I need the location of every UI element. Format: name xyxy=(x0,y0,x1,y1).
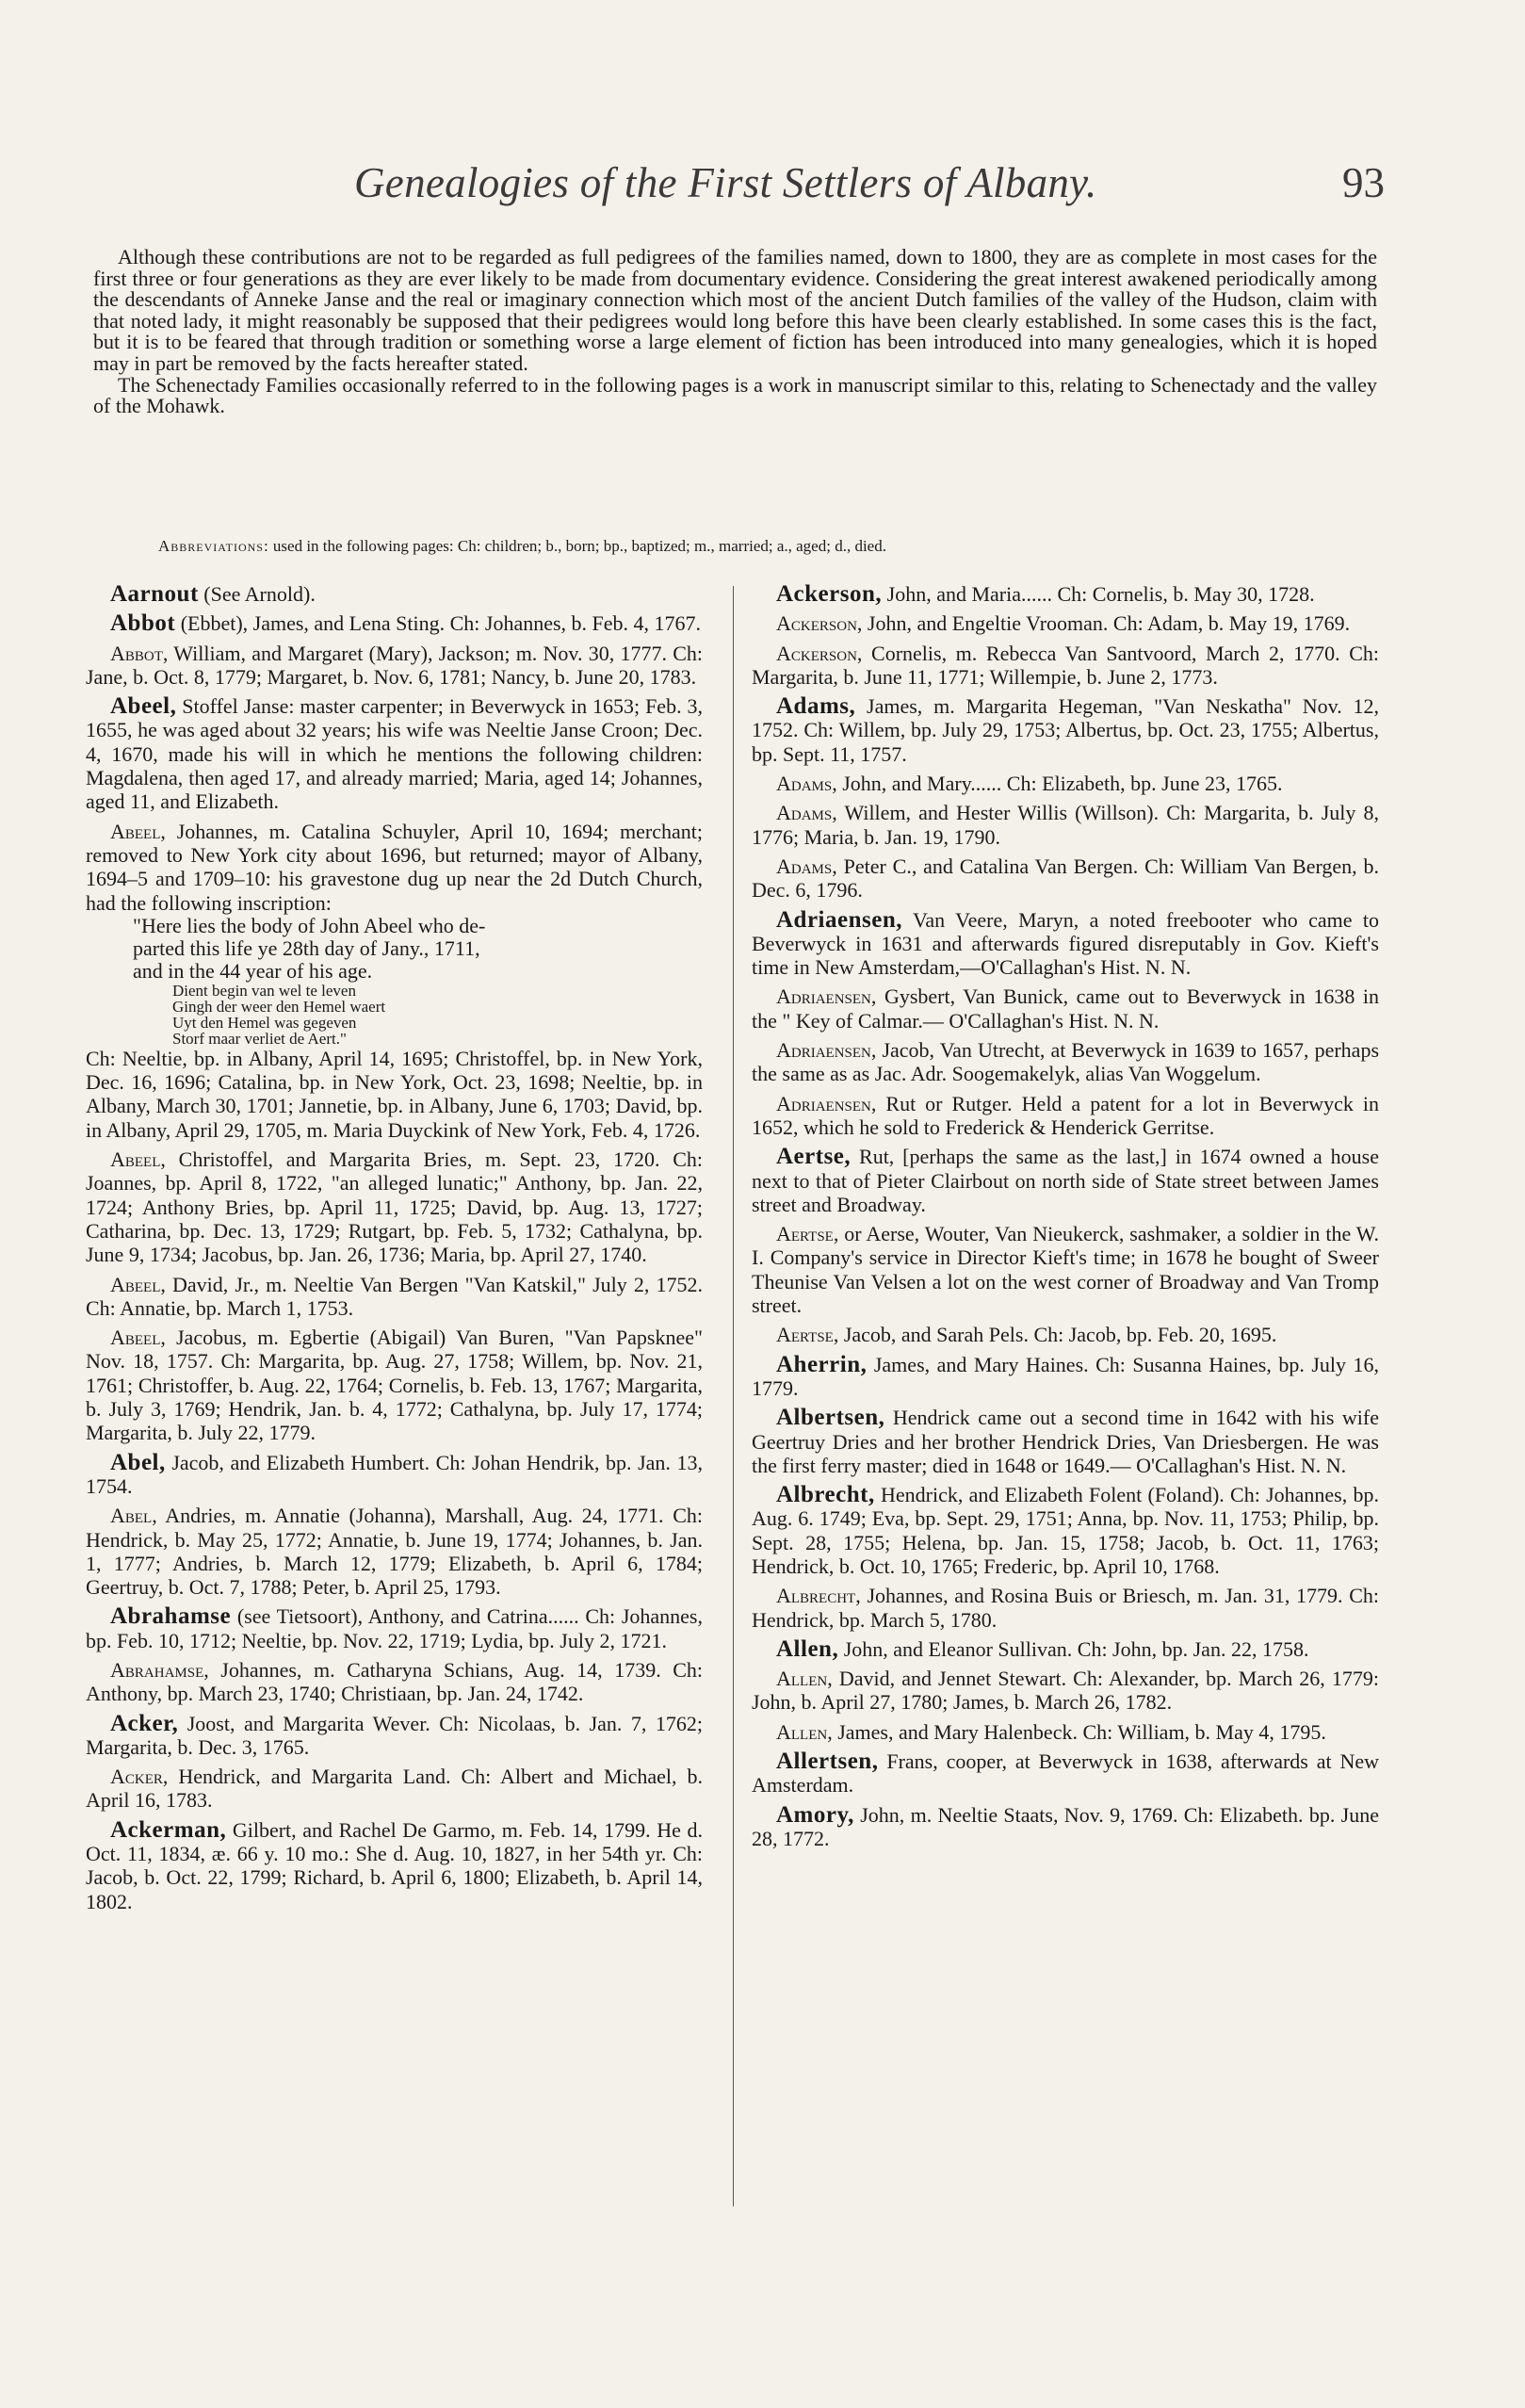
entry-head: Ackerson, xyxy=(776,641,863,665)
entry xyxy=(752,908,1379,980)
entry-text: Jacob, Van Utrecht, at Beverwyck in 1639 to 1657, perhaps the same as as Jac. Adr. Soogemakelyk, alias Van Woggelum. xyxy=(752,1038,1380,1086)
entry-head: Abeel, xyxy=(110,1272,166,1296)
entry-head: Adams, xyxy=(776,854,837,878)
entry-text: Hendrick came out a second time in 1642 with his wife Geertruy Dries and her brother Hendrick Dries, Van Driesbergen. He was the first ferry master; died in 1648 or 1649.— O'Callaghan's Hist. N. N. xyxy=(752,1406,1379,1477)
entry-text: Hendrick, and Elizabeth Folent (Foland). Ch: Johannes, bp. Aug. 6. 1749; Eva, bp. Sept. 29, 1751; Anna, bp. Nov. 11, 1753; Philip, bp. Sept. 28, 1755; Helena, bp. Jan. 15, 1758; Jacob, b. Oct. 11, 1763; Hendrick, b. Oct. 10, 1765; Frederic, bp. April 10, 1768. xyxy=(752,1483,1380,1578)
entry-text: Rut or Rutger. Held a patent for a lot in Beverwyck in 1652, which he sold to Frederick & Henderick Gerritse. xyxy=(752,1091,1379,1139)
entry-text: Jacob, and Sarah Pels. Ch: Jacob, bp. Feb. 20, 1695. xyxy=(843,1323,1277,1347)
entry xyxy=(86,1712,703,1760)
entry-head: Abbot, xyxy=(110,641,169,665)
entry-text: Frans, cooper, at Beverwyck in 1638, afterwards at New Amsterdam. xyxy=(752,1749,1380,1798)
entry-text: Johannes, and Rosina Buis or Briesch, m. Jan. 31, 1779. Ch: Hendrick, bp. March 5, 1780. xyxy=(752,1584,1380,1632)
intro-text xyxy=(93,247,1377,417)
entry-text: Willem, and Hester Willis (Willson). Ch: Margarita, b. July 8, 1776; Maria, b. Jan. 19, 1790. xyxy=(752,801,1379,849)
entry-text: James, and Mary Haines. Ch: Susanna Haines, bp. July 16, 1779. xyxy=(752,1352,1379,1400)
entry-head: Aarnout xyxy=(110,581,199,607)
entry xyxy=(752,1353,1379,1401)
entry xyxy=(752,582,1379,606)
entry-text: Jacobus, m. Egbertie (Abigail) Van Buren, "Van Papsknee" Nov. 18, 1757. Ch: Margarita, bp. Aug. 27, 1758; Willem, bp. Nov. 21, 1761; Christoffer, b. Aug. 22, 1764; Cornelis, b. Feb. 13, 1767; Margarita, b. July 3, 1769; Hendrik, Jan. b. 4, 1772; Cathalyna, bp. July 17, 1774; Margarita, b. July 22, 1779. xyxy=(86,1326,703,1445)
entry-head: Adams, xyxy=(776,801,837,825)
entry-head: Aertse, xyxy=(776,1144,852,1170)
entry xyxy=(86,820,703,915)
entry-head: Acker, xyxy=(110,1710,179,1736)
verse-line: Dient begin van wel te leven xyxy=(172,981,356,1000)
right-column xyxy=(752,582,1379,1856)
entry xyxy=(86,1451,703,1499)
gravestone-inscription xyxy=(86,915,703,983)
entry-text: Cornelis, m. Rebecca Van Santvoord, March 2, 1770. Ch: Margarita, b. June 11, 1771; Willempie, b. June 2, 1773. xyxy=(752,641,1379,689)
entry xyxy=(752,1483,1379,1578)
verse-line: Storf maar verliet de Aert." xyxy=(172,1029,347,1048)
entry-head: Adams, xyxy=(776,693,856,720)
entry xyxy=(86,1504,703,1599)
entry-head: Aertse, xyxy=(776,1222,839,1246)
inscription-line: and in the 44 year of his age. xyxy=(133,958,373,983)
entry xyxy=(752,772,1379,795)
entry-text: Joost, and Margarita Wever. Ch: Nicolaas, b. Jan. 7, 1762; Margarita, b. Dec. 3, 1765. xyxy=(86,1711,704,1759)
entry xyxy=(752,1667,1379,1715)
entry-text: Van Veere, Maryn, a noted freebooter who came to Beverwyck in 1631 and afterwards figured disreputably in Gov. Kieft's time in New Amsterdam,—O'Callaghan's Hist. N. N. xyxy=(752,907,1379,980)
entry-text: Jacob, and Elizabeth Humbert. Ch: Johan Hendrik, bp. Jan. 13, 1754. xyxy=(86,1450,703,1498)
entry xyxy=(752,611,1379,635)
entry-head: Allen, xyxy=(776,1719,833,1744)
entry-head: Abbot xyxy=(110,610,176,637)
entry xyxy=(752,1406,1379,1477)
entry-head: Ackerson, xyxy=(776,581,883,607)
entry-head: Abrahamse xyxy=(110,1603,232,1630)
entry xyxy=(86,1765,703,1813)
verse-line: Uyt den Hemel was gegeven xyxy=(172,1013,357,1032)
entry xyxy=(86,1326,703,1444)
entry-head: Abrahamse, xyxy=(110,1657,209,1682)
entry-text: Christoffel, and Margarita Bries, m. Sept. 23, 1720. Ch: Joannes, bp. April 8, 1722, "an alleged lunatic;" Anthony, bp. Jan. 22, 1724; Anthony Bries, bp. April 11, 1725; David, bp. Aug. 13, 1727; Catharina, bp. Dec. 13, 1729; Rutgart, bp. Feb. 5, 1732; Cathalyna, bp. June 9, 1734; Jacobus, bp. Jan. 26, 1736; Maria, bp. April 27, 1740. xyxy=(86,1147,704,1267)
entry-text: David, and Jennet Stewart. Ch: Alexander, bp. March 26, 1779: John, b. April 27, 1780; James, b. March 26, 1782. xyxy=(752,1667,1380,1715)
entry xyxy=(752,694,1379,766)
left-column xyxy=(86,582,703,1919)
entry-head: Abel, xyxy=(110,1449,166,1475)
entry-text: Johannes, m. Catharyna Schians, Aug. 14, 1739. Ch: Anthony, bp. March 23, 1740; Christiaan, bp. Jan. 24, 1742. xyxy=(86,1657,704,1706)
entry xyxy=(752,854,1379,903)
entry xyxy=(752,1222,1379,1317)
abbreviations-line xyxy=(158,537,1345,556)
entry-text: (See Arnold). xyxy=(203,582,316,606)
page-number: 93 xyxy=(1342,159,1385,206)
entry-text: John, and Engeltie Vrooman. Ch: Adam, b. May 19, 1769. xyxy=(867,611,1351,636)
entry-head: Allen, xyxy=(776,1667,833,1691)
entry-head: Acker, xyxy=(110,1765,169,1789)
entry-head: Allertsen, xyxy=(776,1749,879,1775)
entry-text: (Ebbet), James, and Lena Sting. Ch: Johannes, b. Feb. 4, 1767. xyxy=(180,611,702,636)
entry-text: Peter C., and Catalina Van Bergen. Ch: William Van Bergen, b. Dec. 6, 1796. xyxy=(752,854,1380,903)
running-header xyxy=(141,158,1385,224)
entry-text: John, and Maria...... Ch: Cornelis, b. May 30, 1728. xyxy=(886,582,1315,606)
entry-text: Gilbert, and Rachel De Garmo, m. Feb. 14, 1799. He d. Oct. 11, 1834, æ. 66 y. 10 mo.: She d. Aug. 10, 1827, in her 54th yr. Ch: Jacob, b. Oct. 22, 1799; Richard, b. April 6, 1800; Elizabeth, b. April 14, 1802. xyxy=(86,1817,704,1913)
entry-head: Amory, xyxy=(776,1801,854,1828)
entry-text: John, and Eleanor Sullivan. Ch: John, bp. Jan. 22, 1758. xyxy=(843,1636,1309,1661)
entry xyxy=(752,642,1379,690)
entry xyxy=(86,1658,703,1706)
entry-head: Adriaensen, xyxy=(776,1038,877,1063)
entry-head: Albertsen, xyxy=(776,1405,885,1431)
entry-text: James, and Mary Halenbeck. Ch: William, b. May 4, 1795. xyxy=(837,1719,1326,1744)
intro-paragraph: Although these contributions are not to be regarded as full pedigrees of the families named, down to 1800, they are as complete in most cases for the first three or four generations as they are ever likely to be made from documentary evidence. Considering the great interest awakened periodically among the descendants of Anneke Janse and the real or imaginary connection which most of the ancient Dutch families of the valley of the Hudson, claim with that noted lady, it might reasonably be supposed that their pedigrees would long before this have been clearly established. In some cases this is the fact, but it is to be feared that through tradition or something worse a large element of fiction has been introduced into many genealogies, which it is hoped may in part be removed by the facts hereafter stated. xyxy=(93,245,1377,375)
entry-text: or Aerse, Wouter, Van Nieukerck, sashmaker, a soldier in the W. I. Company's service in Director Kieft's time; in 1678 he bought of Sweer Theunise Van Velsen a lot on the west corner of Broadway and Van Tromp street. xyxy=(752,1222,1380,1318)
entry xyxy=(752,1323,1379,1346)
entry-text: Rut, [perhaps the same as the last,] in 1674 owned a house next to that of Pieter Clairbout on north side of State street between James street and Broadway. xyxy=(752,1145,1379,1216)
entry-head: Aherrin, xyxy=(776,1351,868,1377)
entry-text: Hendrick, and Margarita Land. Ch: Albert and Michael, b. April 16, 1783. xyxy=(86,1765,704,1813)
entry xyxy=(752,1637,1379,1661)
entry-head: Aertse, xyxy=(776,1323,839,1347)
column-divider xyxy=(733,586,734,2206)
entry xyxy=(752,1749,1379,1798)
entry xyxy=(86,611,703,635)
verse-line: Gingh der weer den Hemel waert xyxy=(172,997,386,1016)
entry xyxy=(752,1584,1379,1632)
entry xyxy=(752,1145,1379,1216)
entry-head: Allen, xyxy=(776,1635,839,1662)
entry-text: Johannes, m. Catalina Schuyler, April 10, 1694; merchant; removed to New York city about 1696, but returned; mayor of Albany, 1694–5 and 1709–10: his gravestone dug up near the 2d Dutch Church, had the following inscription: xyxy=(86,819,704,915)
entry xyxy=(86,582,703,606)
entry-text: Andries, m. Annatie (Johanna), Marshall, Aug. 24, 1771. Ch: Hendrick, b. May 25, 1772; Annatie, b. June 19, 1774; Johannes, b. Jan. 1, 1777; Andries, b. March 12, 1779; Elizabeth, b. April 6, 1784; Geertruy, b. Oct. 7, 1788; Peter, b. April 25, 1793. xyxy=(86,1504,703,1600)
entry-text: Gysbert, Van Bunick, came out to Beverwyck in 1638 in the " Key of Calmar.— O'Callaghan's Hist. N. N. xyxy=(752,984,1380,1033)
intro-paragraph: The Schenectady Families occasionally referred to in the following pages is a work in manuscript similar to this, relating to Schenectady and the valley of the Mohawk. xyxy=(93,372,1377,418)
abbreviations-text: used in the following pages: Ch: children; b., born; bp., baptized; m., married; a., aged; d., died. xyxy=(272,537,886,555)
entry xyxy=(86,642,703,690)
entry xyxy=(752,1720,1379,1744)
entry-head: Abeel, xyxy=(110,1326,166,1350)
entry xyxy=(86,694,703,813)
entry xyxy=(86,1147,703,1266)
entry xyxy=(752,984,1379,1033)
entry-head: Abel, xyxy=(110,1504,157,1528)
entry xyxy=(86,1273,703,1321)
entry xyxy=(752,801,1379,849)
entry-text: James, m. Margarita Hegeman, "Van Neskatha" Nov. 12, 1752. Ch: Willem, bp. July 29, 1753; Albertus, bp. Oct. 23, 1755; Albertus, bp. Sept. 11, 1757. xyxy=(752,694,1379,766)
entry-head: Abeel, xyxy=(110,819,166,843)
entry xyxy=(752,1038,1379,1086)
entry-text: John, m. Neeltie Staats, Nov. 9, 1769. Ch: Elizabeth. bp. June 28, 1772. xyxy=(752,1802,1379,1850)
entry xyxy=(752,1803,1379,1851)
inscription-line: "Here lies the body of John Abeel who de- xyxy=(133,913,486,937)
entry-text: (see Tietsoort), Anthony, and Catrina...... Ch: Johannes, bp. Feb. 10, 1712; Neeltie, bp. Nov. 22, 1719; Lydia, bp. July 2, 1721. xyxy=(86,1604,703,1652)
entry-text: William, and Margaret (Mary), Jackson; m. Nov. 30, 1777. Ch: Jane, b. Oct. 8, 1779; Margaret, b. Nov. 6, 1781; Nancy, b. June 20, 1783. xyxy=(86,641,703,689)
entry-text: John, and Mary...... Ch: Elizabeth, bp. June 23, 1765. xyxy=(842,772,1283,796)
running-title: Genealogies of the First Settlers of Albany. xyxy=(354,159,1097,206)
entry-head: Ackerman, xyxy=(110,1816,227,1843)
inscription-line: parted this life ye 28th day of Jany., 1711, xyxy=(133,936,480,960)
entry-text: David, Jr., m. Neeltie Van Bergen "Van Katskil," July 2, 1752. Ch: Annatie, bp. March 1, 1753. xyxy=(86,1272,703,1320)
entry-head: Ackerson, xyxy=(776,611,863,636)
entry xyxy=(86,1604,703,1652)
entry-head: Albrecht, xyxy=(776,1584,861,1608)
entry-head: Adriaensen, xyxy=(776,1091,877,1115)
entry xyxy=(752,1092,1379,1140)
entry-head: Adams, xyxy=(776,772,837,796)
entry-children: Ch: Neeltie, bp. in Albany, April 14, 1695; Christoffel, bp. in New York, Dec. 16, 1696; Catalina, bp. in New York, Oct. 23, 1698; Neeltie, bp. in Albany, March 30, 1701; Jannetie, bp. in Albany, June 6, 1703; David, bp. in Albany, April 29, 1705, m. Maria Duyckink of New York, Feb. 4, 1726. xyxy=(86,1046,703,1142)
entry-head: Albrecht, xyxy=(776,1482,875,1508)
entry-head: Abeel, xyxy=(110,693,177,720)
abbreviations-label: Abbreviations: xyxy=(158,537,269,555)
dutch-verse xyxy=(86,983,703,1047)
entry xyxy=(86,1818,703,1913)
entry-head: Adriaensen, xyxy=(776,984,877,1009)
entry-head: Adriaensen, xyxy=(776,906,902,933)
entry-text: Stoffel Janse: master carpenter; in Beverwyck in 1653; Feb. 3, 1655, he was aged about 32 years; his wife was Neeltie Janse Croon; Dec. 4, 1670, made his will in which he mentions the following children: Magdalena, then aged 17, and already married; Maria, aged 14; Johannes, aged 11, and Elizabeth. xyxy=(86,694,704,814)
entry-head: Abeel, xyxy=(110,1147,166,1172)
